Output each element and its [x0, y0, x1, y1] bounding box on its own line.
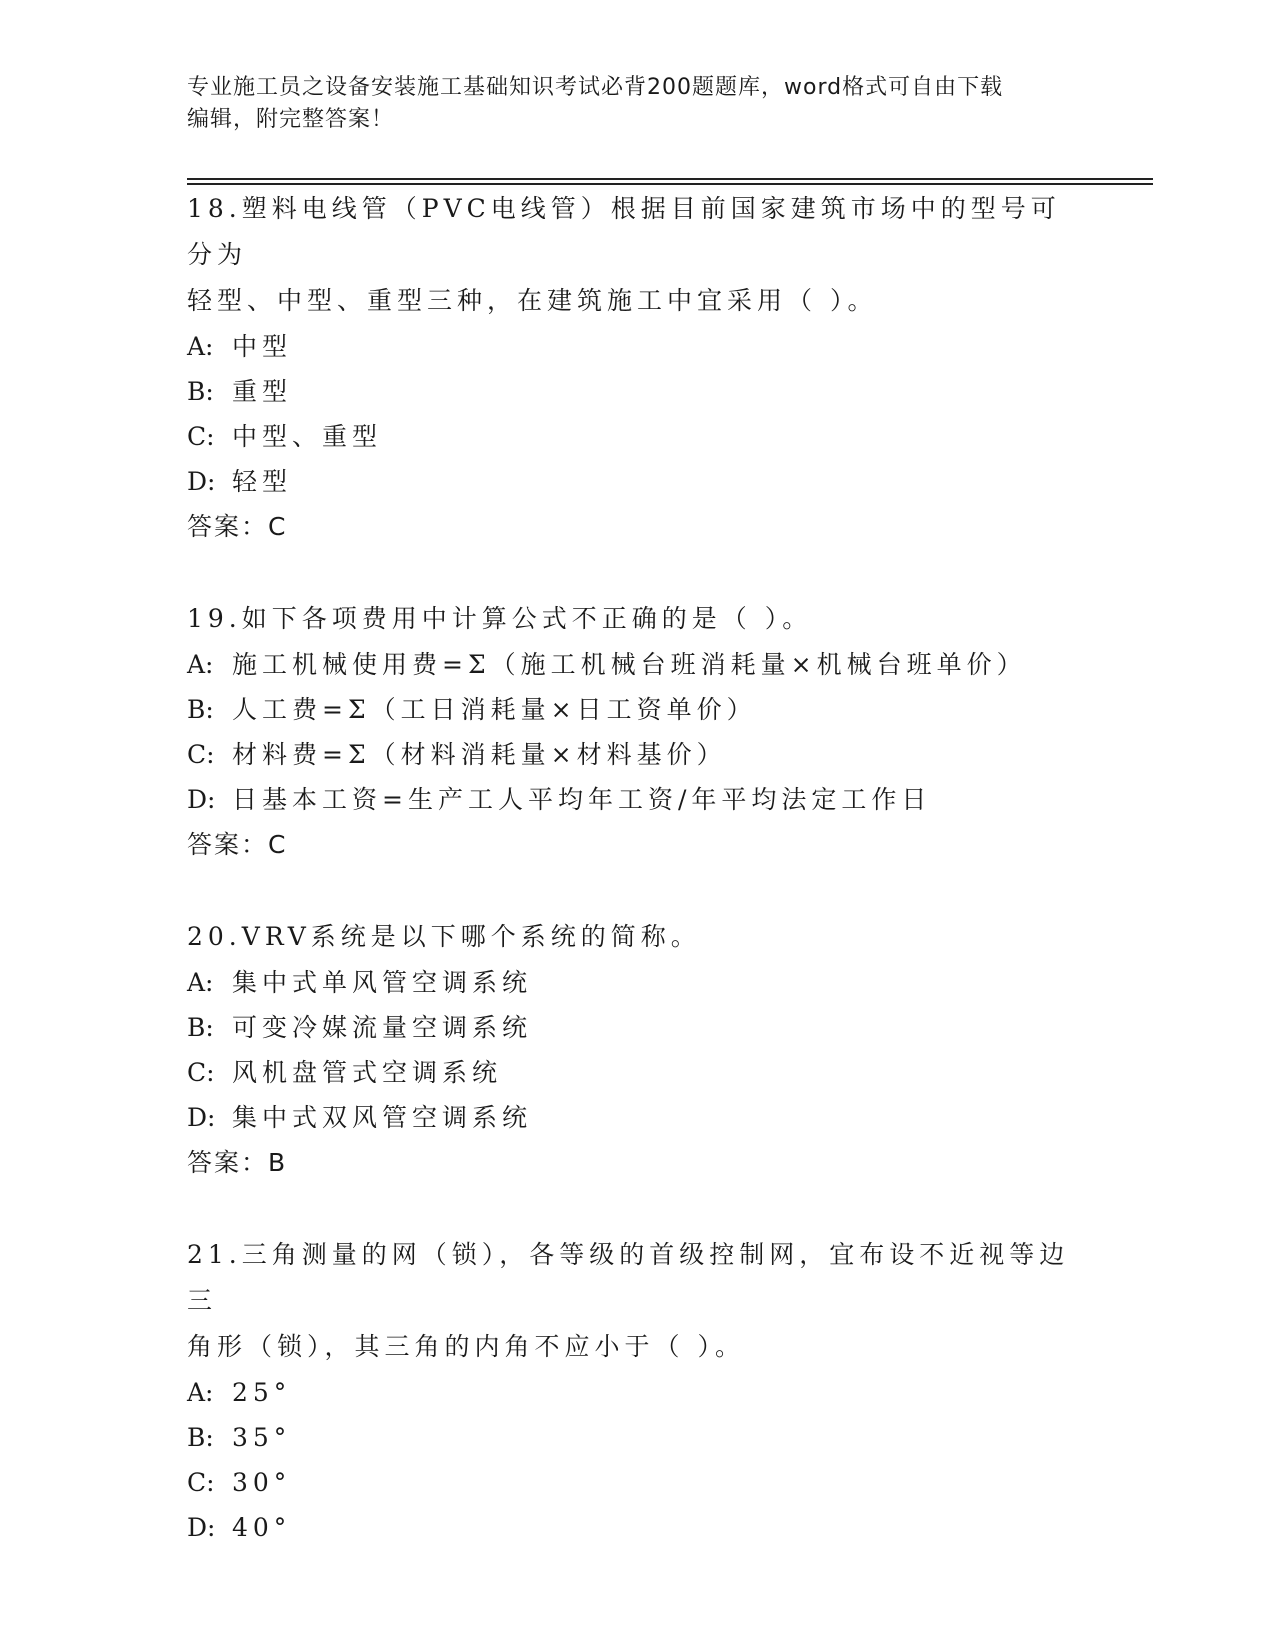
question-stem-line-1: 18.塑料电线管（PVC电线管）根据目前国家建筑市场中的型号可分为 [187, 194, 1061, 269]
option-c [187, 1460, 1087, 1505]
option-a [187, 1370, 1087, 1415]
option-d [187, 777, 1087, 822]
answer-text: 答案：C [187, 512, 288, 541]
option-text: 40° [232, 1513, 292, 1542]
question-list [187, 186, 1087, 1550]
header-divider-top [187, 178, 1153, 180]
question-20 [187, 914, 1087, 1186]
option-text: 施工机械使用费=Σ（施工机械台班消耗量×机械台班单价） [232, 650, 1027, 679]
option-letter: B: [187, 695, 214, 724]
option-text: 日基本工资=生产工人平均年工资/年平均法定工作日 [232, 785, 932, 814]
option-text: 重型 [232, 377, 293, 406]
option-b [187, 1005, 1087, 1050]
header-line-1: 专业施工员之设备安装施工基础知识考试必背200题题库，word格式可自由下载 [187, 75, 1004, 100]
option-c [187, 414, 1087, 459]
option-letter: C: [187, 1468, 215, 1497]
option-letter: B: [187, 1423, 214, 1452]
option-d [187, 1095, 1087, 1140]
option-letter: A: [187, 968, 214, 997]
question-stem [187, 914, 1087, 960]
option-letter: C: [187, 422, 215, 451]
option-text: 集中式双风管空调系统 [232, 1103, 533, 1132]
option-b [187, 369, 1087, 414]
option-text: 材料费=Σ（材料消耗量×材料基价） [232, 740, 727, 769]
header-divider-bottom [187, 183, 1153, 185]
option-letter: D: [187, 785, 216, 814]
option-d [187, 459, 1087, 504]
option-letter: D: [187, 1103, 216, 1132]
option-text: 35° [232, 1423, 292, 1452]
document-header [187, 72, 1087, 136]
question-19 [187, 596, 1087, 868]
option-letter: D: [187, 467, 216, 496]
option-text: 中型 [232, 332, 293, 361]
option-letter: D: [187, 1513, 216, 1542]
question-stem-line-1: 19.如下各项费用中计算公式不正确的是（ ）。 [187, 604, 813, 633]
question-stem-line-1: 20.VRV系统是以下哪个系统的简称。 [187, 922, 701, 951]
answer-text: 答案：C [187, 830, 288, 859]
question-18 [187, 186, 1087, 550]
option-letter: C: [187, 1058, 215, 1087]
header-line-2: 编辑，附完整答案！ [187, 107, 395, 132]
option-text: 风机盘管式空调系统 [232, 1058, 503, 1087]
question-21 [187, 1232, 1087, 1550]
option-text: 30° [232, 1468, 292, 1497]
option-a [187, 642, 1087, 687]
option-text: 集中式单风管空调系统 [232, 968, 533, 997]
option-a [187, 960, 1087, 1005]
option-d [187, 1505, 1087, 1550]
question-stem-line-2: 轻型、中型、重型三种，在建筑施工中宜采用（ ）。 [187, 286, 878, 315]
option-letter: A: [187, 1378, 214, 1407]
option-a [187, 324, 1087, 369]
option-c [187, 732, 1087, 777]
question-stem [187, 1232, 1087, 1370]
option-text: 轻型 [232, 467, 293, 496]
option-text: 人工费=Σ（工日消耗量×日工资单价） [232, 695, 757, 724]
question-stem-line-1: 21.三角测量的网（锁），各等级的首级控制网，宜布设不近视等边三 [187, 1240, 1070, 1315]
option-letter: B: [187, 1013, 214, 1042]
question-stem [187, 186, 1087, 324]
option-c [187, 1050, 1087, 1095]
answer-text: 答案：B [187, 1148, 288, 1177]
option-letter: C: [187, 740, 215, 769]
question-stem [187, 596, 1087, 642]
option-text: 25° [232, 1378, 292, 1407]
question-stem-line-2: 角形（锁），其三角的内角不应小于（ ）。 [187, 1332, 745, 1361]
option-text: 中型、重型 [232, 422, 383, 451]
option-b [187, 1415, 1087, 1460]
option-b [187, 687, 1087, 732]
option-letter: B: [187, 377, 214, 406]
option-text: 可变冷媒流量空调系统 [232, 1013, 533, 1042]
option-letter: A: [187, 332, 214, 361]
option-letter: A: [187, 650, 214, 679]
